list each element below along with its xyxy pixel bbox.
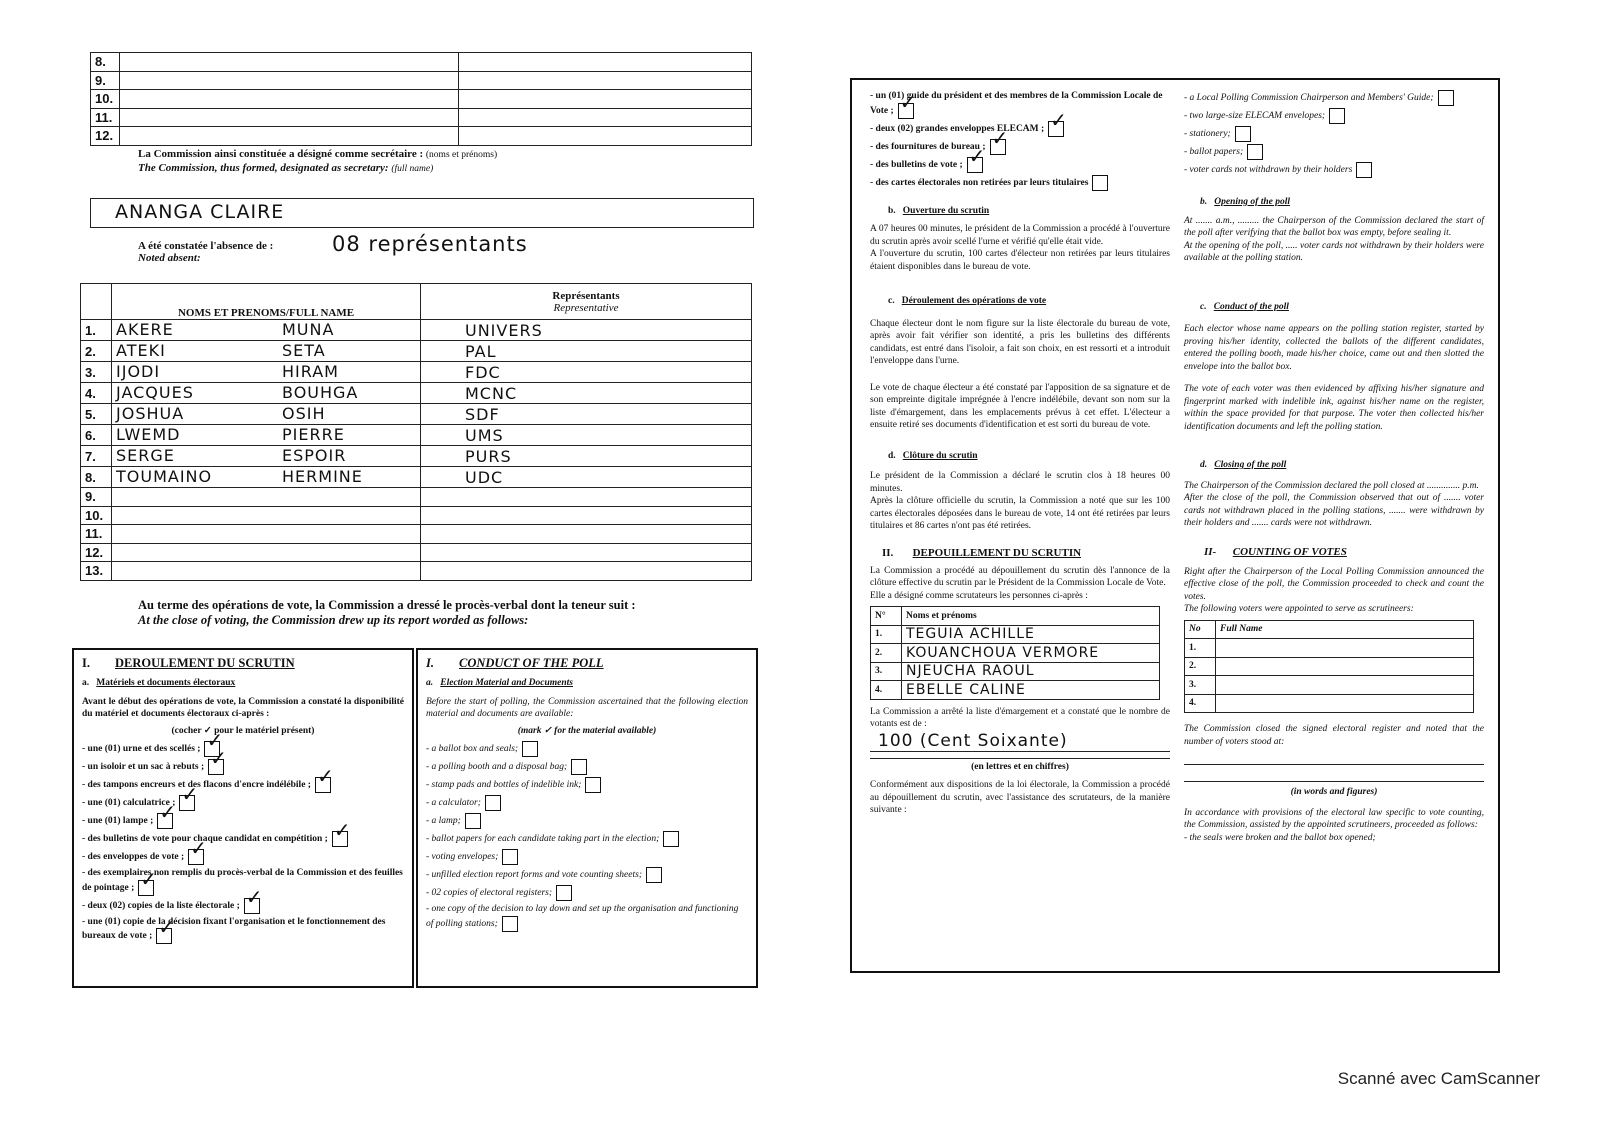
representatives-table <box>80 283 752 581</box>
row-number: 12. <box>81 543 112 562</box>
first-name: SERGE <box>116 446 175 465</box>
material-checkbox[interactable] <box>556 885 572 901</box>
cell <box>120 90 459 109</box>
last-name: HERMINE <box>282 467 363 486</box>
material-item-label: - a lamp; <box>426 816 461 827</box>
material-item <box>1184 90 1484 106</box>
table-row <box>81 525 752 544</box>
material-item <box>870 157 1170 173</box>
material-item <box>426 813 748 829</box>
material-item-label: - voter cards not withdrawn by their holders <box>1184 165 1353 176</box>
last-name: HIRAM <box>282 362 339 381</box>
material-item <box>870 121 1170 137</box>
voters-count-value: 100 (Cent Soixante) <box>870 731 1170 752</box>
cell <box>459 71 752 90</box>
last-name: SETA <box>282 341 326 360</box>
row-number: 3. <box>81 362 112 383</box>
party: FDC <box>421 362 752 383</box>
representative-name <box>112 467 421 488</box>
table-row <box>81 425 752 446</box>
material-checkbox[interactable] <box>1356 162 1372 178</box>
material-checkbox[interactable] <box>156 928 172 944</box>
party: SDF <box>421 404 752 425</box>
material-item-label: - un (01) guide du président et des membres de la Commission Locale de Vote ; <box>870 91 1163 116</box>
table-row <box>81 404 752 425</box>
material-item <box>426 885 748 901</box>
row-number: 5. <box>81 404 112 425</box>
table-row <box>81 562 752 581</box>
row-number: 3. <box>871 662 902 681</box>
col-header-representative: Représentants Representative <box>421 284 752 320</box>
cell <box>120 53 459 72</box>
party <box>421 488 752 507</box>
representative-name <box>112 320 421 341</box>
material-checkbox[interactable] <box>502 916 518 932</box>
material-checkbox[interactable] <box>585 777 601 793</box>
absence-value: 08 représentants <box>332 232 528 256</box>
material-checkbox[interactable] <box>571 759 587 775</box>
first-name: ATEKI <box>116 341 166 360</box>
material-item <box>82 777 404 793</box>
table-row <box>1185 639 1474 658</box>
table-row <box>91 90 752 109</box>
material-item-label: - deux (02) copies de la liste électorale ; <box>82 900 240 911</box>
left-page <box>60 0 800 1060</box>
last-name: ESPOIR <box>282 446 347 465</box>
material-item <box>426 759 748 775</box>
material-item-label: - une (01) calculatrice ; <box>82 798 176 809</box>
material-checkbox[interactable] <box>967 157 983 173</box>
material-item-label: - stamp pads and bottles of indelible ink; <box>426 780 582 791</box>
material-checkbox[interactable] <box>244 898 260 914</box>
table-row <box>871 644 1160 663</box>
material-item <box>82 741 404 757</box>
material-item-label: - ballot papers for each candidate taking part in the election; <box>426 834 660 845</box>
material-checkbox[interactable] <box>1235 126 1251 142</box>
table-row <box>81 362 752 383</box>
row-number: 10. <box>81 506 112 525</box>
scrutineer-name: KOUANCHOUA VERMORE <box>902 644 1160 663</box>
section-title: DEROULEMENT DU SCRUTIN <box>115 656 295 670</box>
row-number: 6. <box>81 425 112 446</box>
members-table-continued <box>90 52 752 146</box>
row-number: 11. <box>91 108 120 127</box>
material-item-label: - a calculator; <box>426 798 481 809</box>
material-item <box>426 867 748 883</box>
table-row <box>81 383 752 404</box>
first-name: IJODI <box>116 362 161 381</box>
material-checkbox[interactable] <box>332 831 348 847</box>
secretary-label: La Commission ainsi constituée a désigné comme secrétaire : (noms et prénoms) The Commission, thus formed, designated as secretary: (full name) <box>138 148 498 174</box>
cell <box>459 90 752 109</box>
material-item <box>1184 162 1484 178</box>
material-checkbox[interactable] <box>465 813 481 829</box>
material-item <box>82 916 404 945</box>
table-row <box>81 488 752 507</box>
party: UDC <box>421 467 752 488</box>
first-name: AKERE <box>116 320 174 339</box>
material-item <box>426 831 748 847</box>
cell <box>1216 694 1474 713</box>
cell <box>1216 676 1474 695</box>
material-item-label: - une (01) urne et des scellés ; <box>82 744 201 755</box>
material-checkbox[interactable] <box>179 795 195 811</box>
material-item <box>82 795 404 811</box>
row-number: 7. <box>81 446 112 467</box>
party: MCNC <box>421 383 752 404</box>
row-number: 13. <box>81 562 112 581</box>
party <box>421 562 752 581</box>
table-row <box>81 506 752 525</box>
material-item-label: - un isoloir et un sac à rebuts ; <box>82 762 205 773</box>
right-page <box>850 0 1540 1060</box>
row-number: 8. <box>91 53 120 72</box>
material-checkbox[interactable] <box>522 741 538 757</box>
representative-name <box>112 383 421 404</box>
representative-name <box>112 446 421 467</box>
scanner-watermark: Scanné avec CamScanner <box>1337 1069 1540 1088</box>
representative-name <box>112 362 421 383</box>
material-item-label: - a polling booth and a disposal bag; <box>426 762 568 773</box>
secretary-name-field <box>90 198 754 228</box>
row-number: 4. <box>1185 694 1216 713</box>
party <box>421 525 752 544</box>
row-number: 11. <box>81 525 112 544</box>
cell <box>1216 639 1474 658</box>
material-checkbox[interactable] <box>485 795 501 811</box>
material-item-label: - une (01) lampe ; <box>82 816 154 827</box>
material-checkbox[interactable] <box>1438 90 1454 106</box>
material-item-label: - a Local Polling Commission Chairperson and Members' Guide; <box>1184 93 1434 104</box>
material-item-label: - a ballot box and seals; <box>426 744 519 755</box>
material-item <box>82 867 404 896</box>
material-item <box>1184 126 1484 142</box>
material-item <box>82 813 404 829</box>
section-title-en: CONDUCT OF THE POLL <box>459 656 604 670</box>
table-row <box>91 127 752 146</box>
row-number: 1. <box>81 320 112 341</box>
scrutineer-name: NJEUCHA RAOUL <box>902 662 1160 681</box>
cell <box>459 127 752 146</box>
party: PAL <box>421 341 752 362</box>
material-item-label: - des cartes électorales non retirées par leurs titulaires <box>870 177 1089 188</box>
material-checkbox[interactable] <box>502 849 518 865</box>
row-number: 4. <box>871 681 902 700</box>
close-of-voting-text: Au terme des opérations de vote, la Commission a dressé le procès-verbal dont la teneur suit : At the close of voting, the Commission drew up its report worded as follows: <box>138 598 636 627</box>
material-item-label: - unfilled election report forms and vote counting sheets; <box>426 870 642 881</box>
party: UMS <box>421 425 752 446</box>
row-number: 12. <box>91 127 120 146</box>
row-number: 9. <box>91 71 120 90</box>
scrutineers-table-en: No Full Name 1. 2. 3. 4. <box>1184 620 1474 714</box>
material-item <box>82 898 404 914</box>
material-item <box>870 90 1170 119</box>
material-item-label: - two large-size ELECAM envelopes; <box>1184 111 1326 122</box>
representative-name <box>112 341 421 362</box>
row-number: 9. <box>81 488 112 507</box>
table-row <box>1185 676 1474 695</box>
table-row <box>81 320 752 341</box>
material-item-label: - one copy of the decision to lay down and set up the organisation and functioning of polling stations; <box>426 904 739 929</box>
material-item <box>1184 144 1484 160</box>
row-number: 4. <box>81 383 112 404</box>
material-item <box>426 795 748 811</box>
scrutineers-table-fr: N° Noms et prénoms 1. TEGUIA ACHILLE 2. KOUANCHOUA VERMORE 3. NJEUCHA RAOUL 4. EBELLE CALINE <box>870 606 1160 700</box>
party: PURS <box>421 446 752 467</box>
material-item <box>82 849 404 865</box>
absence-label: A été constatée l'absence de : Noted absent: <box>138 240 274 264</box>
scrutineer-name: TEGUIA ACHILLE <box>902 625 1160 644</box>
last-name: PIERRE <box>282 425 345 444</box>
material-item-label: - des enveloppes de vote ; <box>82 852 185 863</box>
row-number: 3. <box>1185 676 1216 695</box>
representative-name <box>112 525 421 544</box>
right-fr-column: - un (01) guide du président et des membres de la Commission Locale de Vote ;✓ - deux (02) grandes enveloppes ELECAM ;✓ - des fournitures de bureau ;✓ - des bulletins de vote ;✓ - des cartes électorales non retirées par leurs titulaires b. Ouverture du scrutin A 07 heures 00 minutes, le président de la Commission a procédé à l'ouverture du scrutin après avoir scellé l'urne et vérifié qu'elle était vide. A l'ouverture du scrutin, 100 cartes d'électeur non retirées par leurs titulaires étaient disponibles dans le bureau de vote. c. Déroulement des opérations de vote Chaque électeur dont le nom figure sur la liste électorale du bureau de vote, après avoir fait vérifier son identité, a pris les bulletins des différents candidats, est entré dans l'isoloir, a fait son choix, en est ressorti et a introduit l'enveloppe dans l'urne. Le vote de chaque électeur a été constaté par l'apposition de sa signature et de son empreinte digitale imprégnée à l'encre indélébile, devant son nom sur la liste d'émargement, dans les emplacements prévus à cet effet. L'électeur a ensuite retiré ses documents d'identification et est sorti du bureau de vote. d. Clôture du scrutin Le président de la Commission a déclaré le scrutin clos à 18 heures 00 minutes. Après la clôture officielle du scrutin, la Commission a noté que sur les 100 cartes électorales déposées dans le bureau de vote, 14 ont été retirées par leurs titulaires et 86 cartes n'ont pas été retirées. II. DEPOUILLEMENT DU SCRUTIN La Commission a procédé au dépouillement du scrutin dès l'annonce de la clôture effective du scrutin par le Président de la Commission Locale de Vote. Elle a désigné comme scrutateurs les personnes ci-après : N° Noms et prénoms 1. TEGUIA ACHILLE 2. KOUANCHOUA VERMORE 3. NJEUCHA RAOUL 4. EBELLE CALINE La Commission a arrêté la liste d'émargement et a constaté que le nombre de votants est de : 100 (Cent Soixante) (en lettres et en chiffres) Conformément aux dispositions de la loi électorale, la Commission a procédé au dépouillement du scrutin, avec l'assistance des scrutateurs, de la manière suivante : <box>870 88 1170 817</box>
material-item-label: - stationery; <box>1184 129 1231 140</box>
table-row <box>871 625 1160 644</box>
scrutineer-name: EBELLE CALINE <box>902 681 1160 700</box>
material-checkbox[interactable] <box>1329 108 1345 124</box>
table-row <box>91 53 752 72</box>
representative-name <box>112 425 421 446</box>
material-item <box>1184 108 1484 124</box>
representative-name <box>112 404 421 425</box>
material-checkbox[interactable] <box>1247 144 1263 160</box>
table-row <box>1185 657 1474 676</box>
material-item-label: - des tampons encreurs et des flacons d'encre indélébile ; <box>82 780 311 791</box>
material-item-label: - une (01) copie de la décision fixant l'organisation et le fonctionnement des bureaux de vote ; <box>82 916 386 942</box>
material-checkbox[interactable] <box>138 880 154 896</box>
material-checkbox[interactable] <box>646 867 662 883</box>
material-item <box>82 831 404 847</box>
cell <box>120 108 459 127</box>
first-name: LWEMD <box>116 425 181 444</box>
last-name: OSIH <box>282 404 326 423</box>
row-number: 8. <box>81 467 112 488</box>
first-name: JOSHUA <box>116 404 185 423</box>
cell <box>1216 657 1474 676</box>
first-name: JACQUES <box>116 383 194 402</box>
right-en-column: - a Local Polling Commission Chairperson and Members' Guide; - two large-size ELECAM envelopes; - stationery; - ballot papers; - voter cards not withdrawn by their holders b. Opening of the poll At ....... a.m., ......... the Chairperson of the Commission declared the start of the poll after verifying that the ballot box was empty, before sealing it. At the opening of the poll, ..... voter cards not withdrawn by their holders were available at the polling station. c. Conduct of the poll Each elector whose name appears on the polling station register, started by proving his/her identity, collected the ballots of the different candidates, entered the polling booth, made his/her choice, came out and then slotted the envelope into the ballot box. The vote of each voter was then evidenced by affixing his/her signature and fingerprint marked with indelible ink, against his/her name on the register, within the space provided for that purpose. The voter then collected his/her identification documents and left the polling station. d. Closing of the poll The Chairperson of the Commission declared the poll closed at .............. p.m. After the close of the poll, the Commission observed that out of ....... voter cards not withdrawn placed in the polling stations, ....... were withdrawn by their holders and ....... cards were not withdrawn. II- COUNTING OF VOTES Right after the Chairperson of the Local Polling Commission announced the effective close of the poll, the Commission proceeded to check and count the votes. The following voters were appointed to serve as scrutineers: No Full Name 1. 2. 3. 4. The Commission closed the signed electoral register and noted that the number of voters stood at: (in words and figures) In accordance with provisions of the electoral law specific to vote counting, the Commission, assisted by the appointed scrutineers, proceeded as follows: - the seals were broken and the ballot box opened; <box>1184 88 1484 844</box>
cell <box>459 108 752 127</box>
last-name: MUNA <box>282 320 335 339</box>
material-item <box>426 741 748 757</box>
material-item <box>426 777 748 793</box>
material-item-label: - des exemplaires non remplis du procès-verbal de la Commission et des feuilles de pointage ; <box>82 868 403 893</box>
col-header-name: NOMS ET PRENOMS/FULL NAME <box>112 284 421 320</box>
secretary-name: ANANGA CLAIRE <box>115 201 285 223</box>
last-name: BOUHGA <box>282 383 359 402</box>
table-row <box>871 681 1160 700</box>
material-item <box>870 139 1170 155</box>
representative-name <box>112 562 421 581</box>
material-item <box>870 175 1170 191</box>
representative-name <box>112 543 421 562</box>
material-item-label: - voting envelopes; <box>426 852 499 863</box>
table-row <box>81 446 752 467</box>
row-number: 2. <box>81 341 112 362</box>
section-i-en: I. CONDUCT OF THE POLL a. Election Material and Documents Before the start of polling, the Commission ascertained that the following election material and documents are available: (mark ✓ for the material available) - a ballot box and seals; - a polling booth and a disposal bag; - stamp pads and bottles of indelible ink; - a calculator; - a lamp; - ballot papers for each candidate taking part in the election; - voting envelopes; - unfilled election report forms and vote counting sheets; - 02 copies of electoral registers; - one copy of the decision to lay down and set up the organisation and functioning of polling stations; <box>416 648 758 988</box>
material-checkbox[interactable] <box>898 103 914 119</box>
party: UNIVERS <box>421 320 752 341</box>
row-number: 2. <box>871 644 902 663</box>
material-item <box>426 903 748 932</box>
cell <box>459 53 752 72</box>
party <box>421 506 752 525</box>
material-checkbox[interactable] <box>208 759 224 775</box>
material-checkbox[interactable] <box>1092 175 1108 191</box>
material-checkbox[interactable] <box>188 849 204 865</box>
material-checkbox[interactable] <box>990 139 1006 155</box>
cell <box>120 71 459 90</box>
material-item-label: - deux (02) grandes enveloppes ELECAM ; <box>870 123 1045 134</box>
table-row <box>91 71 752 90</box>
material-item-label: - ballot papers; <box>1184 147 1244 158</box>
row-number: 10. <box>91 90 120 109</box>
material-checkbox[interactable] <box>663 831 679 847</box>
material-item <box>82 759 404 775</box>
material-item-label: - 02 copies of electoral registers; <box>426 888 553 899</box>
material-item-label: - des bulletins de vote ; <box>870 159 963 170</box>
material-checkbox[interactable] <box>315 777 331 793</box>
material-item-label: - des fournitures de bureau ; <box>870 141 986 152</box>
row-number: 2. <box>1185 657 1216 676</box>
row-number: 1. <box>871 625 902 644</box>
material-item <box>426 849 748 865</box>
representative-name <box>112 488 421 507</box>
party <box>421 543 752 562</box>
material-item-label: - des bulletins de vote pour chaque candidat en compétition ; <box>82 834 328 845</box>
table-row <box>81 341 752 362</box>
first-name: TOUMAINO <box>116 467 213 486</box>
material-checkbox[interactable] <box>157 813 173 829</box>
table-row <box>1185 694 1474 713</box>
section-i-fr: I. DEROULEMENT DU SCRUTIN a. Matériels et documents électoraux Avant le début des opérations de vote, la Commission a constaté la disponibilité du matériel et documents électoraux ci-après : (cocher ✓ pour le matériel présent) - une (01) urne et des scellés ;✓ - un isoloir et un sac à rebuts ;✓ - des tampons encreurs et des flacons d'encre indélébile ;✓ - une (01) calculatrice ;✓ - une (01) lampe ;✓ - des bulletins de vote pour chaque candidat en compétition ;✓ - des enveloppes de vote ;✓ - des exemplaires non remplis du procès-verbal de la Commission et des feuilles de pointage ;✓ - deux (02) copies de la liste électorale ;✓ - une (01) copie de la décision fixant l'organisation et le fonctionnement des bureaux de vote ;✓ <box>72 648 414 988</box>
table-row <box>871 662 1160 681</box>
cell <box>120 127 459 146</box>
table-row <box>81 543 752 562</box>
table-row <box>91 108 752 127</box>
representative-name <box>112 506 421 525</box>
material-checkbox[interactable] <box>1048 121 1064 137</box>
row-number: 1. <box>1185 639 1216 658</box>
table-row <box>81 467 752 488</box>
